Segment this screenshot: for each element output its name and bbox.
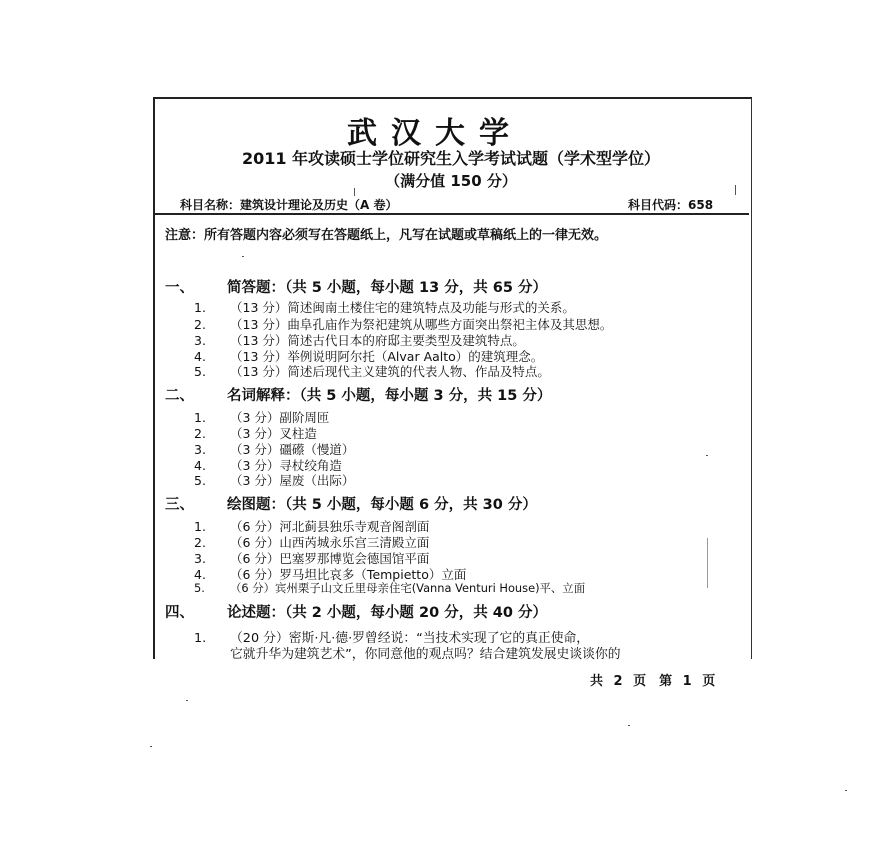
- section-heading: [165, 384, 551, 405]
- scan-speck: [706, 455, 708, 456]
- scan-speck: [150, 746, 152, 747]
- scan-speck: [707, 538, 708, 588]
- question-item: 5. （13 分）简述后现代主义建筑的代表人物、作品及特点。: [194, 364, 550, 379]
- section-title: 绘图题：（共 5 小题，每小题 6 分，共 30 分）: [227, 497, 537, 513]
- full-score: （满分值 150 分）: [385, 172, 517, 190]
- section-heading: [165, 493, 537, 514]
- question-item: 1. （13 分）简述闽南土楼住宅的建筑特点及功能与形式的关系。: [194, 300, 575, 315]
- header-divider: [155, 213, 749, 215]
- section-title: 名词解释：（共 5 小题，每小题 3 分，共 15 分）: [227, 388, 552, 404]
- scan-speck: [845, 790, 847, 791]
- question-item: 4. （6 分）罗马坦比哀多（Tempietto）立面: [194, 567, 467, 582]
- question-item: 2. （13 分）曲阜孔庙作为祭祀建筑从哪些方面突出祭祀主体及其思想。: [194, 317, 613, 332]
- section-number: 二、: [165, 388, 194, 404]
- section-number: 一、: [165, 280, 194, 296]
- university-title: 武汉大学: [347, 116, 523, 151]
- question-item: 3. （13 分）简述古代日本的府邸主要类型及建筑特点。: [194, 333, 525, 348]
- scan-speck: [186, 700, 188, 701]
- question-continuation: 它就升华为建筑艺术”，你同意他的观点吗？结合建筑发展史谈谈你的: [230, 647, 621, 662]
- scan-speck: [242, 256, 244, 257]
- question-item: 3. （6 分）巴塞罗那博览会德国馆平面: [194, 551, 430, 566]
- scan-speck: [354, 188, 355, 196]
- question-item: 4. （13 分）举例说明阿尔托（Alvar Aalto）的建筑理念。: [194, 349, 544, 364]
- scan-speck: [735, 185, 736, 195]
- exam-title: 2011 年攻读硕士学位研究生入学考试试题（学术型学位）: [241, 149, 661, 168]
- section-number: 三、: [165, 497, 194, 513]
- question-item: 2. （6 分）山西芮城永乐宫三清殿立面: [194, 535, 430, 550]
- page-footer: 共 2 页 第 1 页: [590, 674, 716, 689]
- question-item: 2. （3 分）叉柱造: [194, 426, 317, 441]
- question-item: 4. （3 分）寻杖绞角造: [194, 458, 342, 473]
- question-item: 5. （3 分）屋废（出际）: [194, 473, 355, 488]
- section-heading: [165, 276, 547, 297]
- section-title: 简答题：（共 5 小题，每小题 13 分，共 65 分）: [227, 280, 547, 296]
- question-item: 3. （3 分）礓礤（慢道）: [194, 442, 355, 457]
- section-title: 论述题：（共 2 小题，每小题 20 分，共 40 分）: [227, 605, 547, 621]
- subject-code: 科目代码：658: [628, 198, 714, 212]
- notice: 注意：所有答题内容必须写在答题纸上，凡写在试题或草稿纸上的一律无效。: [165, 228, 608, 243]
- subject-name: 科目名称：建筑设计理论及历史（A 卷）: [180, 198, 398, 212]
- question-item: 1. （3 分）副阶周匝: [194, 410, 330, 425]
- section-heading: [165, 601, 547, 622]
- question-item: 1. （6 分）河北蓟县独乐寺观音阁剖面: [194, 519, 430, 534]
- question-item: 1. （20 分）密斯·凡·德·罗曾经说：“当技术实现了它的真正使命，: [194, 631, 590, 646]
- section-number: 四、: [165, 605, 194, 621]
- question-item: 5. （6 分）宾州栗子山文丘里母亲住宅(Vanna Venturi House)平、立面: [194, 581, 586, 595]
- scan-speck: [628, 725, 630, 726]
